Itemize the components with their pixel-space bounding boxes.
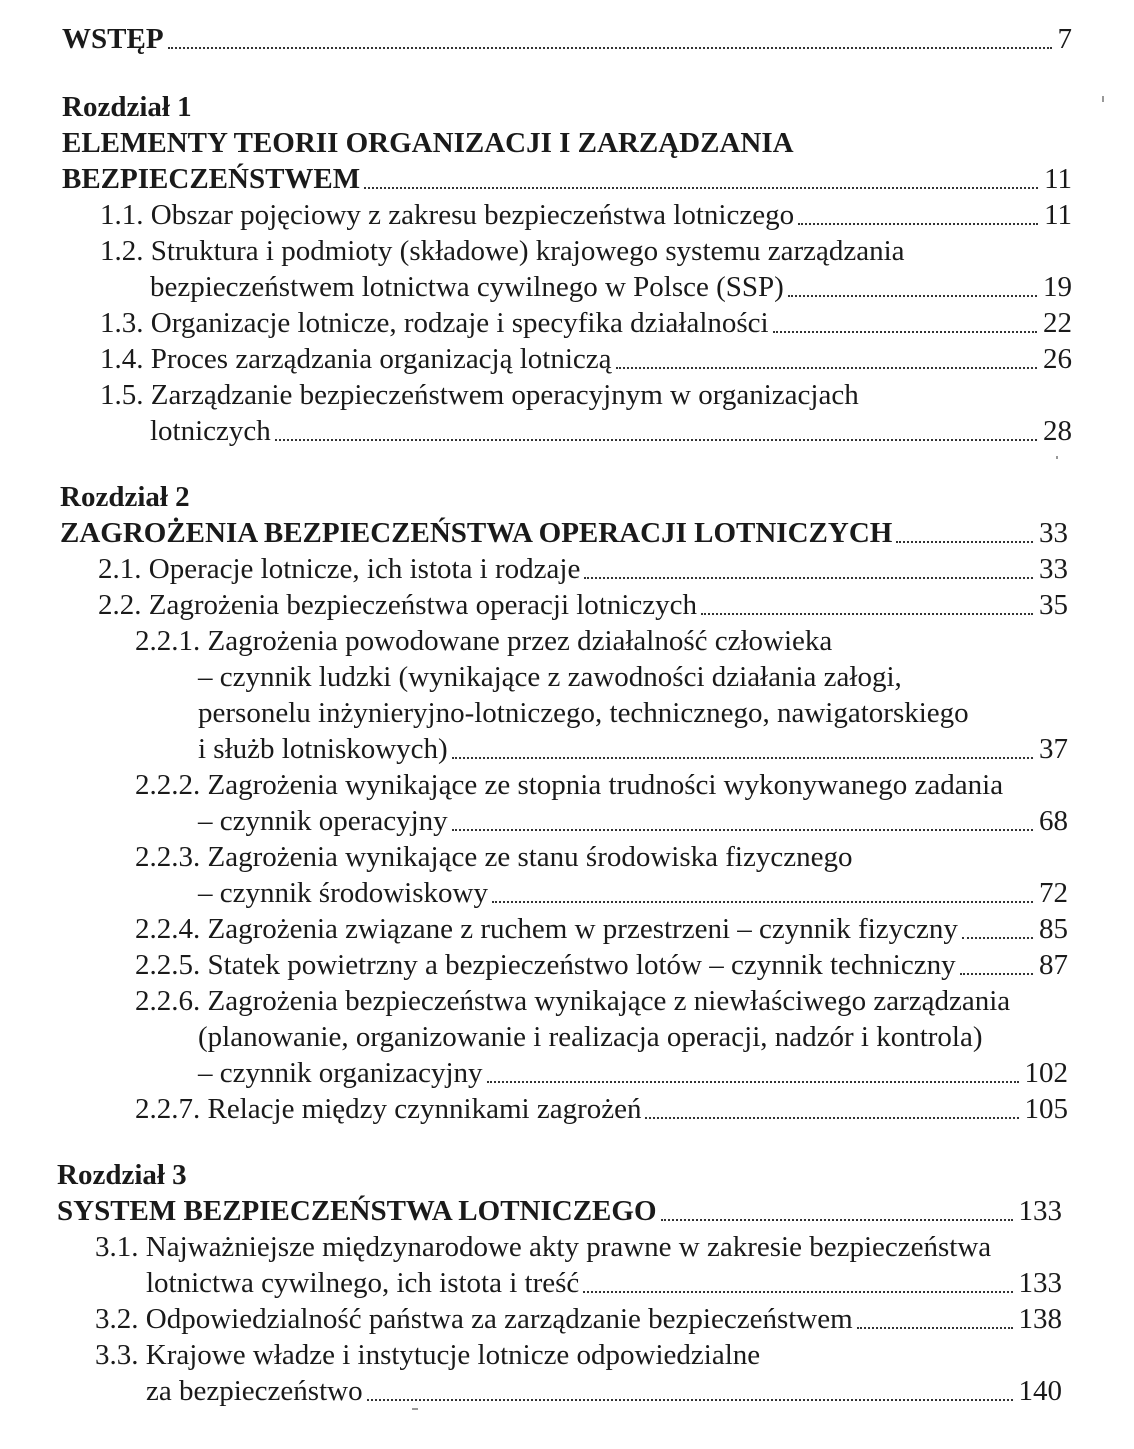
dot-leader (487, 1081, 1019, 1083)
dot-leader (701, 613, 1033, 615)
toc-entry-number: 1.3. (100, 307, 144, 339)
dot-leader (168, 47, 1052, 49)
dot-leader (364, 187, 1038, 189)
toc-entry-title: Relacje między czynnikami zagrożeń (207, 1093, 642, 1125)
toc-page-number: 140 (1018, 1375, 1062, 1407)
toc-entry-number: 3.2. (95, 1303, 139, 1335)
toc-subentry (135, 984, 1010, 1018)
toc-entry-title: Statek powietrzny a bezpieczeństwo lotów – czynnik techniczny (207, 949, 956, 981)
toc-entry-title: – czynnik operacyjny (198, 805, 448, 837)
toc-page-number: 133 (1018, 1195, 1062, 1227)
toc-entry (98, 588, 1068, 622)
dot-leader (583, 1291, 1012, 1293)
toc-entry-title: i służb lotniskowych) (198, 733, 448, 765)
scan-speck (1056, 456, 1058, 459)
toc-entry-number: 1.4. (100, 343, 144, 375)
toc-entry-continuation (198, 732, 1068, 766)
dot-leader (492, 901, 1033, 903)
toc-page-number: 33 (1039, 553, 1068, 585)
toc-entry-title: za bezpieczeństwo (146, 1375, 363, 1407)
toc-entry-continuation (198, 804, 1068, 838)
toc-entry-title: Odpowiedzialność państwa za zarządzanie bezpieczeństwem (145, 1303, 853, 1335)
toc-entry-number: 2.2.7. (135, 1093, 201, 1125)
toc-entry-title: Zagrożenia bezpieczeństwa operacji lotniczych (148, 589, 698, 621)
toc-entry-continuation (198, 876, 1068, 910)
toc-entry-continuation: personelu inżynieryjno-lotniczego, technicznego, nawigatorskiego (198, 697, 969, 729)
dot-leader (584, 577, 1033, 579)
toc-entry (95, 1302, 1062, 1336)
toc-entry-continuation: (planowanie, organizowanie i realizacja operacji, nadzór i kontrola) (198, 1021, 983, 1053)
toc-subentry (135, 840, 852, 874)
toc-entry (100, 378, 859, 412)
toc-page-number: 26 (1043, 343, 1072, 375)
dot-leader (367, 1399, 1013, 1401)
toc-entry-title: Operacje lotnicze, ich istota i rodzaje (148, 553, 581, 585)
chapter-label: Rozdział 2 (60, 481, 190, 513)
toc-entry-chapter2 (60, 516, 1068, 550)
toc-page-number: 87 (1039, 949, 1068, 981)
toc-page-number: 35 (1039, 589, 1068, 621)
toc-entry-number: 2.2.3. (135, 841, 201, 873)
dot-leader (962, 937, 1033, 939)
toc-entry-continuation (150, 270, 1072, 304)
toc-entry-number: 2.2. (98, 589, 142, 621)
toc-subentry (135, 768, 1003, 802)
chapter-title: BEZPIECZEŃSTWEM (62, 163, 361, 195)
toc-entry-title: – czynnik organizacyjny (198, 1057, 483, 1089)
chapter-title: ZAGROŻENIA BEZPIECZEŃSTWA OPERACJI LOTNICZYCH (60, 517, 893, 549)
toc-entry-title: Struktura i podmioty (składowe) krajowego systemu zarządzania (150, 235, 905, 267)
toc-entry-number: 2.2.5. (135, 949, 201, 981)
toc-page-number: 22 (1043, 307, 1072, 339)
toc-entry-title: Obszar pojęciowy z zakresu bezpieczeństwa lotniczego (150, 199, 795, 231)
toc-page-number: 11 (1044, 199, 1072, 231)
toc-page-number: 72 (1039, 877, 1068, 909)
toc-entry-title: lotnictwa cywilnego, ich istota i treść (146, 1267, 580, 1299)
toc-entry-number: 2.2.2. (135, 769, 201, 801)
toc-subentry (135, 624, 832, 658)
toc-page-number: 19 (1043, 271, 1072, 303)
toc-entry-continuation (146, 1266, 1062, 1300)
toc-subentry (135, 1092, 1068, 1126)
toc-entry-number: 2.2.4. (135, 913, 201, 945)
toc-page-number: 28 (1043, 415, 1072, 447)
toc-entry (100, 342, 1072, 376)
chapter-title: SYSTEM BEZPIECZEŃSTWA LOTNICZEGO (57, 1195, 657, 1227)
toc-entry (98, 552, 1068, 586)
dot-leader (798, 223, 1038, 225)
toc-entry (95, 1230, 991, 1264)
dot-leader (896, 541, 1033, 543)
toc-entry-title: Najważniejsze międzynarodowe akty prawne w zakresie bezpieczeństwa (145, 1231, 992, 1263)
toc-entry-number: 2.2.1. (135, 625, 201, 657)
chapter-label: Rozdział 1 (62, 91, 192, 123)
toc-entry-chapter1 (62, 162, 1072, 196)
toc-page-number: 68 (1039, 805, 1068, 837)
toc-entry-title: – czynnik środowiskowy (198, 877, 488, 909)
toc-entry-title: lotniczych (150, 415, 271, 447)
toc-entry-title: WSTĘP (62, 23, 164, 55)
toc-entry-title: Zagrożenia powodowane przez działalność człowieka (207, 625, 833, 657)
dot-leader (773, 331, 1037, 333)
toc-entry (100, 198, 1072, 232)
toc-entry-title: Proces zarządzania organizacją lotniczą (150, 343, 612, 375)
dot-leader (452, 757, 1033, 759)
toc-entry-number: 3.3. (95, 1339, 139, 1371)
toc-page-number: 11 (1044, 163, 1072, 195)
toc-entry-title: Zarządzanie bezpieczeństwem operacyjnym w organizacjach (150, 379, 859, 411)
dot-leader (452, 829, 1033, 831)
toc-entry-continuation (150, 414, 1072, 448)
toc-page-number: 133 (1018, 1267, 1062, 1299)
toc-entry-chapter3 (57, 1194, 1062, 1228)
dot-leader (616, 367, 1037, 369)
toc-entry-title: Zagrożenia wynikające ze stanu środowiska fizycznego (207, 841, 853, 873)
dot-leader (661, 1219, 1013, 1221)
toc-page-number: 138 (1018, 1303, 1062, 1335)
toc-entry-title: Zagrożenia związane z ruchem w przestrzeni – czynnik fizyczny (207, 913, 958, 945)
toc-page-number: 33 (1039, 517, 1068, 549)
toc-entry-title: Zagrożenia wynikające ze stopnia trudności wykonywanego zadania (207, 769, 1004, 801)
scan-speck (412, 1408, 418, 1410)
toc-entry-number: 1.5. (100, 379, 144, 411)
toc-entry-title: bezpieczeństwem lotnictwa cywilnego w Polsce (SSP) (150, 271, 784, 303)
toc-entry (100, 234, 905, 268)
dot-leader (275, 439, 1037, 441)
toc-entry-title: Organizacje lotnicze, rodzaje i specyfika działalności (150, 307, 769, 339)
toc-page-number: 105 (1024, 1093, 1068, 1125)
chapter-title: ELEMENTY TEORII ORGANIZACJI I ZARZĄDZANIA (62, 127, 794, 159)
toc-entry-number: 2.2.6. (135, 985, 201, 1017)
toc-subentry (135, 948, 1068, 982)
scan-speck (1102, 96, 1104, 102)
dot-leader (960, 973, 1033, 975)
toc-entry-number: 1.2. (100, 235, 144, 267)
toc-page-number: 85 (1039, 913, 1068, 945)
dot-leader (645, 1117, 1018, 1119)
toc-entry (100, 306, 1072, 340)
toc-page-number: 102 (1024, 1057, 1068, 1089)
toc-entry-continuation: – czynnik ludzki (wynikające z zawodności działania załogi, (198, 661, 902, 693)
toc-entry-number: 2.1. (98, 553, 142, 585)
toc-entry-continuation (198, 1056, 1068, 1090)
toc-entry (95, 1338, 760, 1372)
toc-page-number: 7 (1057, 23, 1072, 55)
dot-leader (857, 1327, 1013, 1329)
dot-leader (788, 295, 1037, 297)
toc-subentry (135, 912, 1068, 946)
toc-entry-continuation (146, 1374, 1062, 1408)
toc-entry-number: 1.1. (100, 199, 144, 231)
toc-page-number: 37 (1039, 733, 1068, 765)
toc-entry-intro (62, 22, 1072, 56)
toc-entry-title: Zagrożenia bezpieczeństwa wynikające z niewłaściwego zarządzania (207, 985, 1011, 1017)
toc-entry-number: 3.1. (95, 1231, 139, 1263)
chapter-label: Rozdział 3 (57, 1159, 187, 1191)
toc-entry-title: Krajowe władze i instytucje lotnicze odpowiedzialne (145, 1339, 761, 1371)
